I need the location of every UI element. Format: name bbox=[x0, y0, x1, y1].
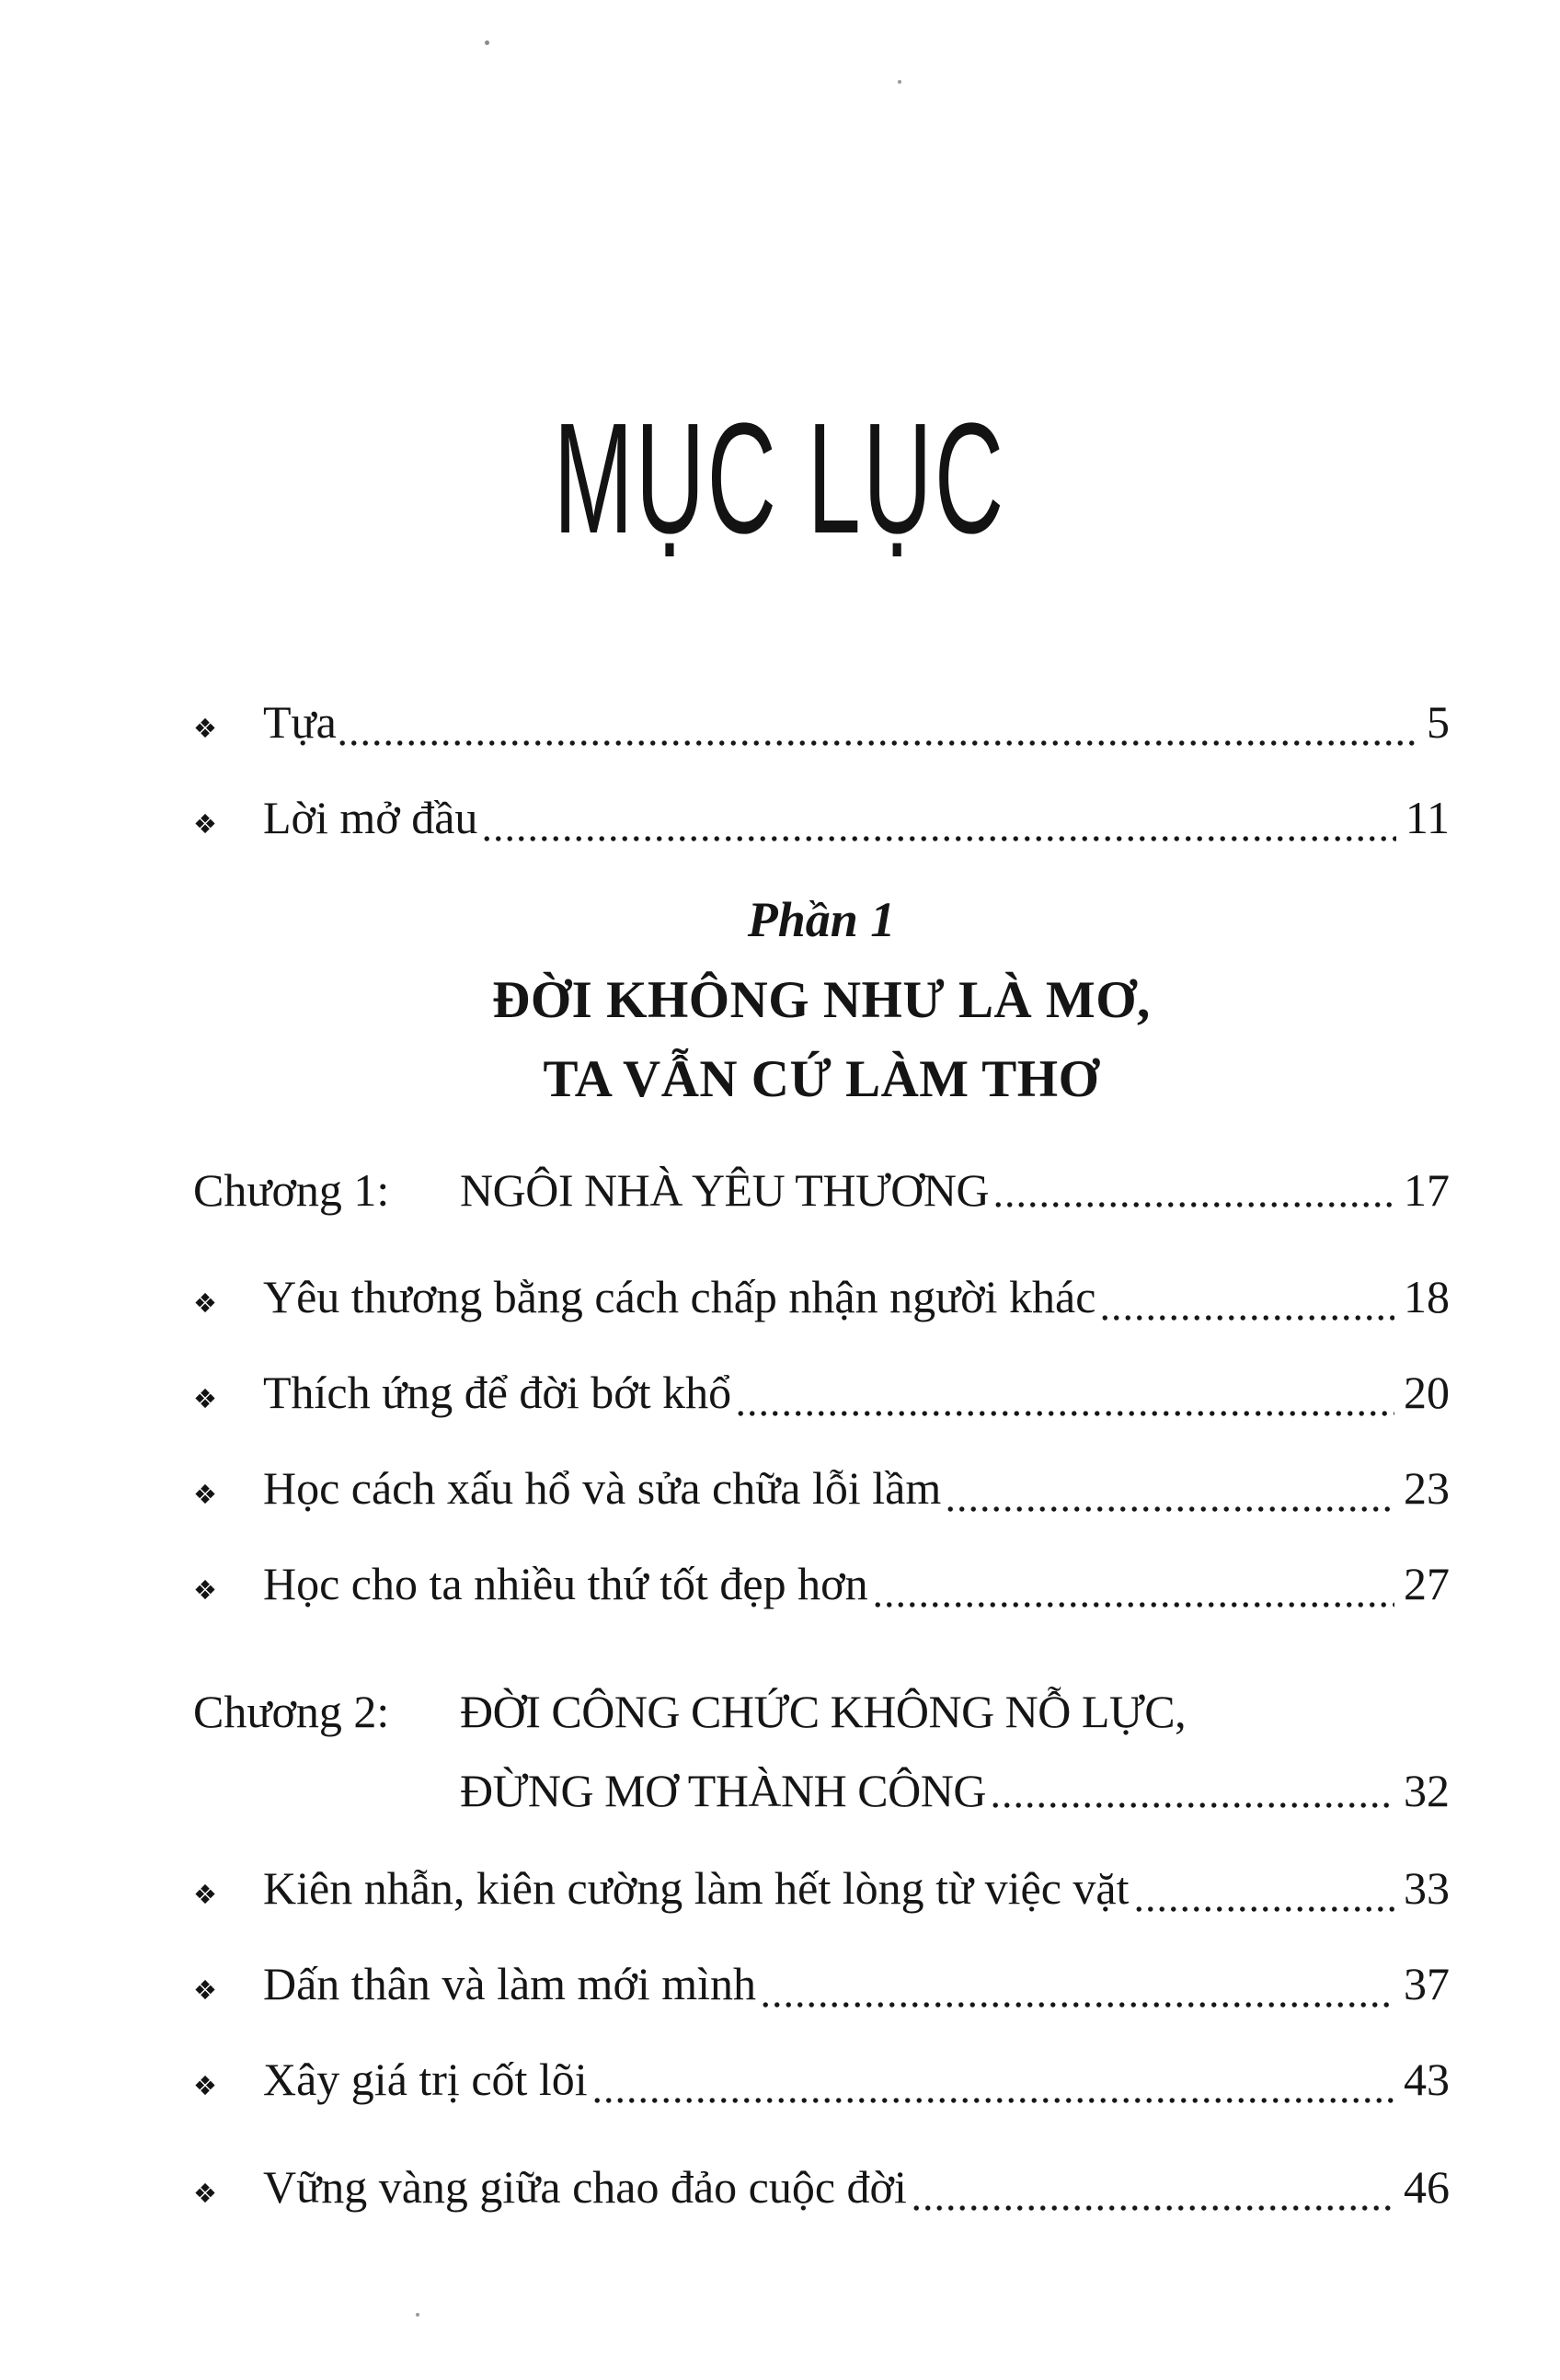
chapter-label: Chương 2: bbox=[193, 1686, 390, 1737]
entry-label: Học cho ta nhiều thứ tốt đẹp hơn bbox=[263, 1558, 868, 1609]
entry-label: Vững vàng giữa chao đảo cuộc đời bbox=[263, 2161, 907, 2213]
toc-entry bbox=[193, 787, 1450, 854]
diamond-bullet-icon: ❖ bbox=[193, 808, 217, 840]
diamond-bullet-icon: ❖ bbox=[193, 1574, 217, 1606]
entry-label: Kiên nhẫn, kiên cường làm hết lòng từ việc vặt bbox=[263, 1862, 1130, 1914]
dot-leader bbox=[992, 1199, 1394, 1210]
scan-speck bbox=[485, 40, 489, 45]
toc-entry bbox=[193, 2049, 1450, 2116]
toc-entry bbox=[193, 1553, 1450, 1620]
chapter-entry-line2 bbox=[193, 1760, 1450, 1821]
dot-leader bbox=[591, 2095, 1394, 2106]
chapter-title: NGÔI NHÀ YÊU THƯƠNG bbox=[460, 1164, 990, 1216]
diamond-bullet-icon: ❖ bbox=[193, 1383, 217, 1414]
part-label: Phần 1 bbox=[747, 892, 896, 947]
chapter-title-line2: ĐỪNG MƠ THÀNH CÔNG bbox=[460, 1765, 986, 1816]
chapter-label: Chương 1: bbox=[193, 1164, 390, 1216]
page-number: 17 bbox=[1404, 1164, 1450, 1216]
page-number: 46 bbox=[1404, 2161, 1450, 2213]
dot-leader bbox=[1133, 1904, 1394, 1915]
chapter-title-line1: ĐỜI CÔNG CHỨC KHÔNG NỖ LỰC, bbox=[460, 1686, 1187, 1737]
entry-label: Xây giá trị cốt lõi bbox=[263, 2054, 588, 2105]
page-number: 43 bbox=[1404, 2054, 1450, 2105]
part-heading bbox=[193, 887, 1450, 1119]
toc-entry bbox=[193, 1266, 1450, 1333]
page-title: MỤC LỤC bbox=[554, 389, 1006, 566]
diamond-bullet-icon: ❖ bbox=[193, 713, 217, 744]
page-number: 32 bbox=[1404, 1765, 1450, 1816]
table-of-contents bbox=[193, 692, 1450, 2224]
part-title-line1: ĐỜI KHÔNG NHƯ LÀ MƠ, bbox=[492, 971, 1151, 1029]
page-number: 23 bbox=[1404, 1462, 1450, 1514]
page-title-wrap bbox=[0, 389, 1560, 566]
page-number: 5 bbox=[1427, 696, 1450, 748]
diamond-bullet-icon: ❖ bbox=[193, 1974, 217, 2006]
chapter-entry bbox=[193, 1681, 1450, 1742]
dot-leader bbox=[760, 1999, 1394, 2010]
entry-label: Lời mở đầu bbox=[263, 792, 478, 843]
dot-leader bbox=[735, 1408, 1394, 1419]
diamond-bullet-icon: ❖ bbox=[193, 2070, 217, 2101]
toc-entry bbox=[193, 692, 1450, 759]
entry-label: Học cách xấu hổ và sửa chữa lỗi lầm bbox=[263, 1462, 942, 1514]
part-title-line2: TA VẪN CỨ LÀM THƠ bbox=[543, 1050, 1100, 1108]
toc-entry bbox=[193, 2157, 1450, 2224]
dot-leader bbox=[990, 1800, 1394, 1811]
entry-label: Tựa bbox=[263, 696, 337, 748]
chapter-entry bbox=[193, 1160, 1450, 1220]
page-number: 33 bbox=[1404, 1862, 1450, 1914]
dot-leader bbox=[911, 2203, 1394, 2214]
page-number: 27 bbox=[1404, 1558, 1450, 1609]
entry-label: Thích ứng để đời bớt khổ bbox=[263, 1367, 732, 1418]
toc-entry bbox=[193, 1362, 1450, 1429]
entry-label: Yêu thương bằng cách chấp nhận người khác bbox=[263, 1271, 1096, 1322]
page-number: 11 bbox=[1405, 792, 1450, 843]
page-number: 18 bbox=[1404, 1271, 1450, 1322]
page-number: 20 bbox=[1404, 1367, 1450, 1418]
page-number: 37 bbox=[1404, 1958, 1450, 2009]
toc-entry bbox=[193, 1953, 1450, 2020]
diamond-bullet-icon: ❖ bbox=[193, 1287, 217, 1319]
dot-leader bbox=[872, 1599, 1394, 1610]
dot-leader bbox=[337, 738, 1417, 749]
diamond-bullet-icon: ❖ bbox=[193, 2178, 217, 2209]
toc-entry bbox=[193, 1858, 1450, 1925]
scan-speck bbox=[416, 2313, 419, 2317]
toc-entry bbox=[193, 1458, 1450, 1525]
diamond-bullet-icon: ❖ bbox=[193, 1479, 217, 1510]
dot-leader bbox=[1099, 1312, 1394, 1323]
dot-leader bbox=[481, 833, 1395, 844]
scan-speck bbox=[898, 80, 901, 84]
dot-leader bbox=[945, 1504, 1394, 1515]
entry-label: Dấn thân và làm mới mình bbox=[263, 1958, 757, 2009]
diamond-bullet-icon: ❖ bbox=[193, 1879, 217, 1910]
